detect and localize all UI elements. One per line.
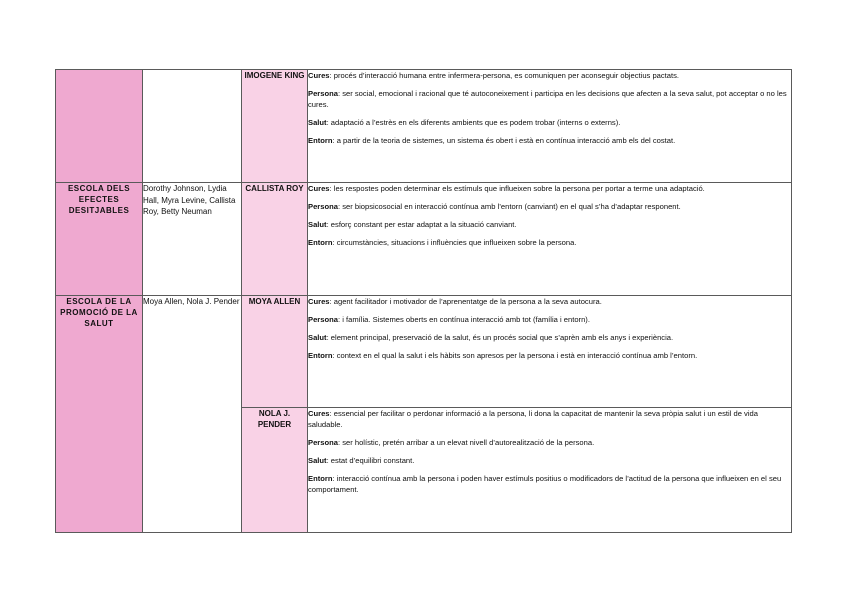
concept-persona: Persona: i família. Sistemes oberts en contínua interacció amb tot (família i entorn). bbox=[308, 315, 590, 324]
concept-cures: Cures: procés d’interacció humana entre infermera-persona, es comuniquen per aconseguir objectius pactats. bbox=[308, 71, 680, 80]
authors-cell bbox=[143, 70, 242, 183]
table-row bbox=[56, 70, 792, 183]
authors-cell: Dorothy Johnson, Lydia Hall, Myra Levine, Callista Roy, Betty Neuman bbox=[143, 183, 242, 296]
concept-cures: Cures: les respostes poden determinar els estímuls que influeixen sobre la persona per portar a terme una adaptació. bbox=[308, 184, 705, 193]
concept-cures: Cures: agent facilitador i motivador de l’aprenentatge de la persona a la seva autocura. bbox=[308, 297, 602, 306]
authors-cell: Moya Allen, Nola J. Pender bbox=[143, 296, 242, 533]
concept-cures: Cures: essencial per facilitar o perdonar informació a la persona, li dona la capacitat de mantenir la seva pròpia salut i un estil de vida saludable. bbox=[308, 409, 758, 429]
nursing-schools-table bbox=[55, 69, 792, 533]
concept-entorn: Entorn: circumstàncies, situacions i influències que influeixen sobre la persona. bbox=[308, 238, 577, 247]
theorist-name: IMOGENE KING bbox=[242, 70, 308, 183]
table-row bbox=[56, 183, 792, 296]
school-cell: ESCOLA DELS EFECTES DESITJABLES bbox=[56, 183, 143, 296]
concept-persona: Persona: ser biopsicosocial en interacció contínua amb l’entorn (canviant) en el qual s’ha d’adaptar responent. bbox=[308, 202, 681, 211]
theorist-name: NOLA J. PENDER bbox=[242, 408, 308, 533]
theorist-name: MOYA ALLEN bbox=[242, 296, 308, 408]
concept-entorn: Entorn: interacció contínua amb la persona i poden haver estímuls positius o modificadors de l’actitud de la persona que influeixen en el seu comportament. bbox=[308, 474, 782, 494]
concept-salut: Salut: esforç constant per estar adaptat a la situació canviant. bbox=[308, 220, 517, 229]
table-row bbox=[56, 296, 792, 408]
concepts-cell bbox=[308, 296, 792, 408]
concept-salut: Salut: adaptació a l’estrès en els diferents ambients que es podem trobar (interns o externs). bbox=[308, 118, 621, 127]
concept-persona: Persona: ser holístic, pretén arribar a un elevat nivell d’autorealització de la persona. bbox=[308, 438, 595, 447]
theorist-name: CALLISTA ROY bbox=[242, 183, 308, 296]
concepts-cell bbox=[308, 183, 792, 296]
concept-entorn: Entorn: a partir de la teoria de sistemes, un sistema és obert i està en contínua interacció amb els del costat. bbox=[308, 136, 676, 145]
concept-entorn: Entorn: context en el qual la salut i els hàbits son apresos per la persona i està en interacció contínua amb l’entorn. bbox=[308, 351, 698, 360]
school-cell bbox=[56, 70, 143, 183]
concept-persona: Persona: ser social, emocional i racional que té autoconeixement i participa en les decisions que afecten a la seva salut, pot acceptar o no les cures. bbox=[308, 89, 787, 109]
concepts-cell bbox=[308, 408, 792, 533]
concepts-cell bbox=[308, 70, 792, 183]
school-cell: ESCOLA DE LA PROMOCIÓ DE LA SALUT bbox=[56, 296, 143, 533]
concept-salut: Salut: element principal, preservació de la salut, és un procés social que s’aprèn amb els anys i experiència. bbox=[308, 333, 674, 342]
concept-salut: Salut: estat d’equilibri constant. bbox=[308, 456, 415, 465]
